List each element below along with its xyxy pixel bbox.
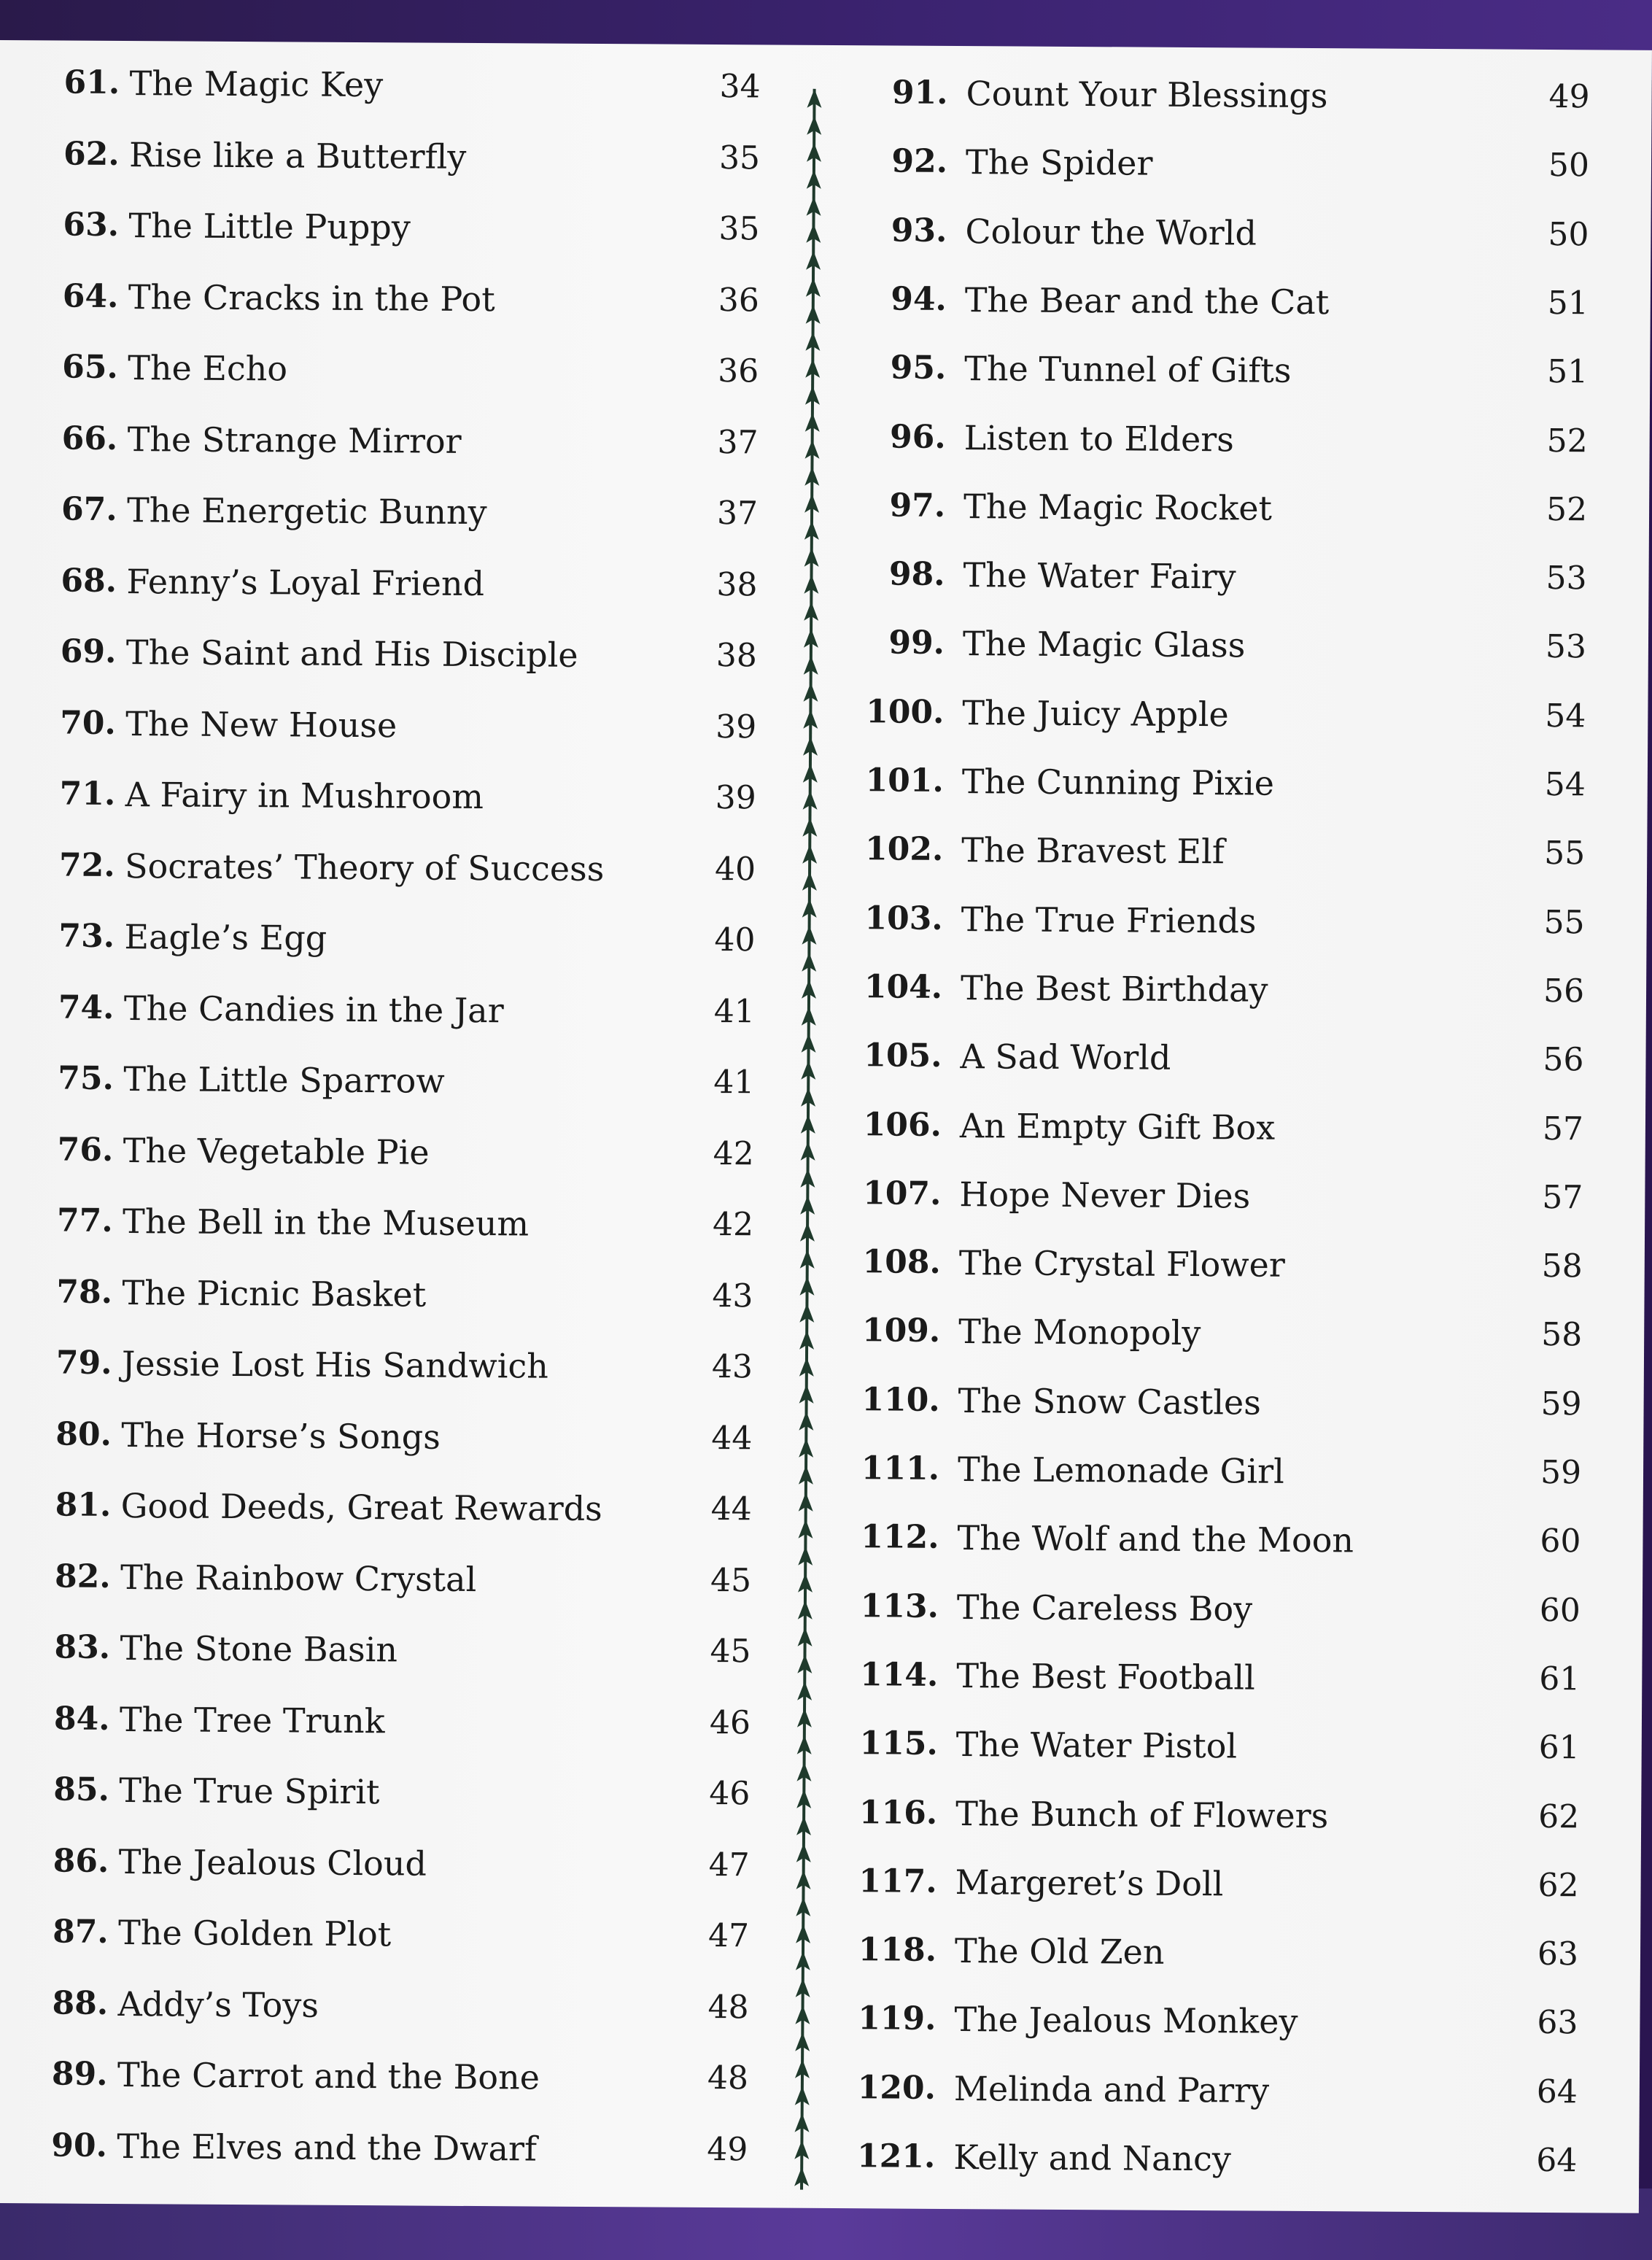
entry-page-number: 49 [1548,77,1590,116]
entry-number: 65. [62,348,118,386]
entry-page-number: 37 [717,423,759,461]
entry-number: 85. [53,1771,110,1808]
toc-entry [53,1832,772,1895]
toc-entry [59,765,777,828]
entry-page-number: 39 [716,708,757,746]
toc-entry [844,1577,1581,1640]
toc-entry [853,132,1589,195]
toc-entry [841,1989,1578,2052]
entry-title: The Carrot and the Bone [117,2055,540,2097]
entry-number: 78. [56,1273,113,1311]
entry-page-number: 62 [1537,1866,1579,1905]
entry-page-number: 44 [710,1490,752,1528]
toc-entry [62,338,780,401]
toc-entry [848,820,1585,883]
toc-entry [51,2116,769,2179]
entry-page-number: 43 [711,1347,753,1386]
entry-title: The Water Fairy [963,555,1236,597]
entry-number: 98. [888,555,945,594]
entry-page-number: 56 [1543,972,1585,1010]
entry-page-number: 46 [709,1703,751,1741]
entry-title: An Empty Gift Box [959,1105,1276,1148]
entry-number: 115. [859,1725,938,1763]
entry-page-number: 64 [1536,2141,1578,2180]
toc-entry [847,1026,1583,1089]
entry-page-number: 37 [716,495,759,533]
entry-page-number: 42 [712,1205,754,1244]
toc-entry [850,476,1587,539]
entry-page-number: 58 [1541,1316,1583,1354]
entry-page-number: 35 [718,210,760,248]
entry-title: The Stone Basin [120,1628,398,1670]
contents-page [0,40,1652,2213]
entry-number: 113. [860,1587,939,1625]
entry-number: 64. [62,277,119,315]
toc-entry [852,270,1589,333]
entry-title: The Tree Trunk [119,1699,385,1741]
entry-page-number: 45 [710,1561,752,1599]
entry-title: Melinda and Parry [953,2068,1270,2110]
toc-entry [852,201,1589,264]
toc-entry [58,978,777,1041]
entry-title: The Jealous Cloud [118,1841,427,1884]
entry-number: 91. [891,74,948,112]
entry-title: Fenny’s Loyal Friend [126,561,485,603]
entry-number: 93. [891,212,947,249]
entry-number: 79. [55,1344,112,1382]
toc-entry [849,683,1586,746]
entry-page-number: 61 [1539,1660,1581,1698]
entry-number: 76. [57,1131,114,1169]
toc-entry [55,1477,773,1539]
entry-title: The Spider [965,142,1153,183]
entry-title: The Little Puppy [128,206,411,247]
entry-number: 67. [61,490,117,528]
toc-entry [841,2059,1578,2121]
entry-page-number: 60 [1540,1522,1581,1560]
entry-title: A Sad World [960,1037,1171,1078]
toc-entry [57,1121,775,1183]
entry-page-number: 62 [1538,1797,1580,1835]
toc-entry [842,1852,1578,1915]
entry-title: Eagle’s Egg [124,917,327,958]
entry-title: The Bear and the Cat [964,279,1330,322]
toc-entry [58,1050,776,1112]
toc-entry [840,2127,1577,2190]
entry-page-number: 43 [712,1277,753,1315]
entry-number: 63. [63,206,120,244]
entry-number: 100. [866,692,945,731]
entry-page-number: 49 [707,2130,748,2168]
entry-page-number: 41 [713,992,756,1030]
entry-number: 83. [54,1628,111,1666]
entry-title: The Little Sparrow [123,1059,445,1101]
entry-title: The Cracks in the Pot [128,276,495,319]
entry-number: 77. [56,1201,113,1239]
entry-number: 103. [864,899,943,937]
entry-title: The Old Zen [954,1931,1165,1972]
entry-title: The Monopoly [958,1312,1201,1353]
entry-number: 62. [63,135,120,173]
toc-entry [55,1405,774,1468]
entry-number: 101. [865,762,944,800]
entry-number: 114. [860,1656,939,1694]
entry-number: 61. [63,63,120,102]
entry-page-number: 59 [1540,1385,1582,1423]
entry-page-number: 40 [714,850,756,888]
entry-title: The Rainbow Crystal [120,1557,477,1599]
entry-page-number: 38 [716,637,758,675]
entry-page-number: 36 [718,352,759,390]
toc-entry [851,338,1588,401]
entry-page-number: 54 [1545,697,1586,735]
entry-title: The Best Football [956,1655,1255,1698]
toc-entry [845,1302,1582,1365]
toc-entry [63,125,782,187]
entry-page-number: 52 [1546,490,1588,529]
entry-page-number: 52 [1546,422,1588,460]
toc-entry [849,751,1586,814]
entry-title: The Elves and the Dwarf [117,2126,538,2169]
entry-title: The Candies in the Jar [123,988,504,1030]
entry-number: 121. [856,2137,936,2175]
entry-page-number: 44 [711,1419,753,1457]
entry-page-number: 51 [1547,284,1589,322]
entry-title: The Echo [128,348,288,389]
toc-entry [842,1784,1579,1846]
toc-entry [853,63,1589,126]
entry-number: 119. [858,2000,936,2038]
entry-number: 120. [857,2068,936,2107]
entry-number: 70. [60,704,117,742]
entry-page-number: 59 [1540,1453,1582,1492]
entry-page-number: 36 [718,281,759,319]
toc-entry [55,1547,773,1610]
entry-page-number: 50 [1548,215,1589,253]
entry-title: Good Deeds, Great Rewards [120,1486,602,1529]
entry-title: The Bell in the Museum [122,1201,530,1244]
toc-entry [848,889,1584,952]
entry-title: The Bunch of Flowers [955,1793,1329,1835]
entry-title: The Magic Glass [962,624,1246,665]
entry-page-number: 54 [1544,765,1586,804]
entry-page-number: 63 [1537,1935,1579,1973]
entry-number: 71. [59,775,116,813]
toc-entry [845,1439,1581,1502]
entry-number: 80. [55,1415,112,1453]
toc-entry [846,1164,1583,1227]
entry-number: 92. [891,142,948,181]
toc-entry [63,267,781,330]
entry-number: 81. [55,1486,112,1524]
entry-page-number: 58 [1541,1247,1583,1285]
entry-title: The Wolf and the Moon [957,1518,1354,1560]
toc-entry [843,1646,1580,1708]
toc-entry [59,836,777,899]
entry-title: Colour the World [965,211,1257,253]
entry-title: The Best Birthday [960,967,1268,1010]
entry-number: 82. [54,1557,111,1595]
entry-title: Count Your Blessings [966,74,1328,116]
entry-page-number: 57 [1542,1178,1583,1217]
entry-page-number: 57 [1542,1110,1584,1148]
entry-number: 68. [61,562,117,600]
toc-entry [53,1903,771,1965]
entry-number: 105. [864,1037,942,1075]
toc-entry [850,408,1587,471]
entry-title: Jessie Lost His Sandwich [121,1344,549,1386]
entry-page-number: 48 [707,2059,749,2097]
entry-page-number: 53 [1545,628,1587,666]
entry-number: 111. [861,1450,940,1487]
entry-title: The True Friends [961,899,1257,941]
entry-page-number: 61 [1538,1729,1580,1767]
entry-number: 102. [864,830,944,869]
toc-entry [847,1096,1583,1158]
entry-number: 104. [864,968,943,1006]
entry-number: 74. [58,988,115,1026]
entry-title: The Lemonade Girl [957,1450,1284,1491]
entry-page-number: 53 [1546,560,1587,597]
toc-entry [843,1714,1580,1777]
toc-entry [850,545,1586,608]
toc-entry [58,908,777,970]
toc-entry [850,614,1586,677]
entry-number: 109. [861,1312,941,1350]
entry-title: The Crystal Flower [958,1243,1286,1285]
entry-title: Listen to Elders [963,417,1235,459]
entry-page-number: 51 [1547,353,1589,391]
entry-page-number: 38 [716,565,758,603]
entry-number: 112. [861,1518,939,1557]
entry-title: The Bravest Elf [961,830,1225,872]
entry-title: The Golden Plot [117,1913,392,1954]
entry-number: 66. [61,419,118,457]
toc-entry [842,1921,1578,1984]
entry-title: The Careless Boy [956,1587,1253,1629]
toc-entry [57,1192,775,1255]
entry-title: The Strange Mirror [127,419,462,461]
entry-title: The Energetic Bunny [126,490,487,533]
entry-number: 96. [889,417,946,456]
entry-title: The Vegetable Pie [123,1130,430,1172]
entry-page-number: 35 [718,139,761,177]
toc-entry [844,1508,1581,1571]
entry-title: The Jealous Monkey [954,2000,1298,2042]
entry-page-number: 55 [1544,835,1586,872]
entry-page-number: 34 [719,68,761,106]
toc-entry [56,1334,775,1397]
entry-number: 89. [51,2055,108,2093]
entry-number: 87. [53,1913,109,1951]
toc-entry [52,2045,770,2108]
entry-title: Addy’s Toys [117,1984,319,2025]
entry-number: 110. [861,1380,940,1419]
entry-number: 72. [58,846,115,884]
entry-page-number: 40 [714,921,756,959]
entry-page-number: 45 [710,1632,751,1671]
entry-number: 69. [60,632,117,670]
entry-number: 86. [53,1841,109,1880]
toc-entry [848,958,1584,1021]
entry-page-number: 48 [707,1988,749,2026]
entry-title: The Picnic Basket [122,1272,427,1315]
entry-title: Rise like a Butterfly [128,134,467,177]
entry-title: The New House [125,703,398,745]
entry-title: The Juicy Apple [962,692,1229,734]
toc-entry [61,552,779,614]
entry-title: The Snow Castles [958,1380,1262,1423]
entry-number: 95. [890,349,947,387]
entry-number: 106. [863,1105,942,1144]
entry-title: The True Spirit [119,1771,380,1812]
entry-page-number: 47 [707,1916,750,1955]
entry-number: 75. [58,1059,115,1097]
entry-number: 73. [58,917,115,955]
toc-entry [63,196,781,259]
entry-page-number: 60 [1539,1591,1581,1629]
entry-number: 97. [889,487,946,525]
entry-number: 118. [858,1931,937,1969]
entry-title: The Water Pistol [955,1725,1238,1766]
entry-number: 94. [891,280,947,318]
toc-entry [63,54,782,117]
toc-entry [846,1233,1583,1296]
entry-page-number: 55 [1543,903,1585,941]
entry-title: Hope Never Dies [959,1174,1251,1216]
toc-entry [52,1974,770,2037]
entry-number: 117. [858,1862,937,1900]
entry-title: The Magic Rocket [963,486,1273,528]
toc-entry [845,1371,1581,1433]
arrow-tree-divider-icon [787,74,829,2190]
toc-entry [54,1690,772,1752]
toc-entry [61,409,780,472]
entry-title: The Tunnel of Gifts [964,349,1292,391]
entry-page-number: 46 [709,1774,751,1813]
entry-page-number: 56 [1543,1041,1584,1079]
entry-number: 84. [53,1699,110,1738]
toc-entry [54,1618,772,1681]
toc-entry [60,694,778,756]
entry-page-number: 39 [715,779,756,817]
entry-number: 108. [862,1243,941,1282]
entry-number: 99. [888,624,945,662]
entry-title: Kelly and Nancy [953,2137,1232,2179]
entry-page-number: 63 [1537,2004,1578,2042]
entry-number: 107. [863,1174,942,1212]
toc-entry [61,481,780,543]
entry-page-number: 41 [713,1064,755,1102]
entry-number: 116. [858,1793,938,1832]
entry-number: 90. [51,2126,108,2164]
toc-entry [53,1760,772,1823]
entry-title: The Magic Key [129,63,384,105]
entry-title: The Horse’s Songs [121,1415,441,1457]
toc-entry [61,623,779,686]
entry-page-number: 64 [1536,2073,1578,2110]
entry-page-number: 47 [708,1846,750,1884]
entry-page-number: 50 [1548,147,1590,185]
entry-title: The Saint and His Disciple [125,632,578,675]
entry-page-number: 42 [713,1134,754,1172]
entry-number: 88. [52,1984,109,2022]
entry-title: The Cunning Pixie [961,762,1275,803]
entry-title: Socrates’ Theory of Success [124,845,605,889]
toc-entry [56,1263,775,1326]
entry-title: A Fairy in Mushroom [125,775,484,817]
entry-title: Margeret’s Doll [955,1862,1224,1904]
